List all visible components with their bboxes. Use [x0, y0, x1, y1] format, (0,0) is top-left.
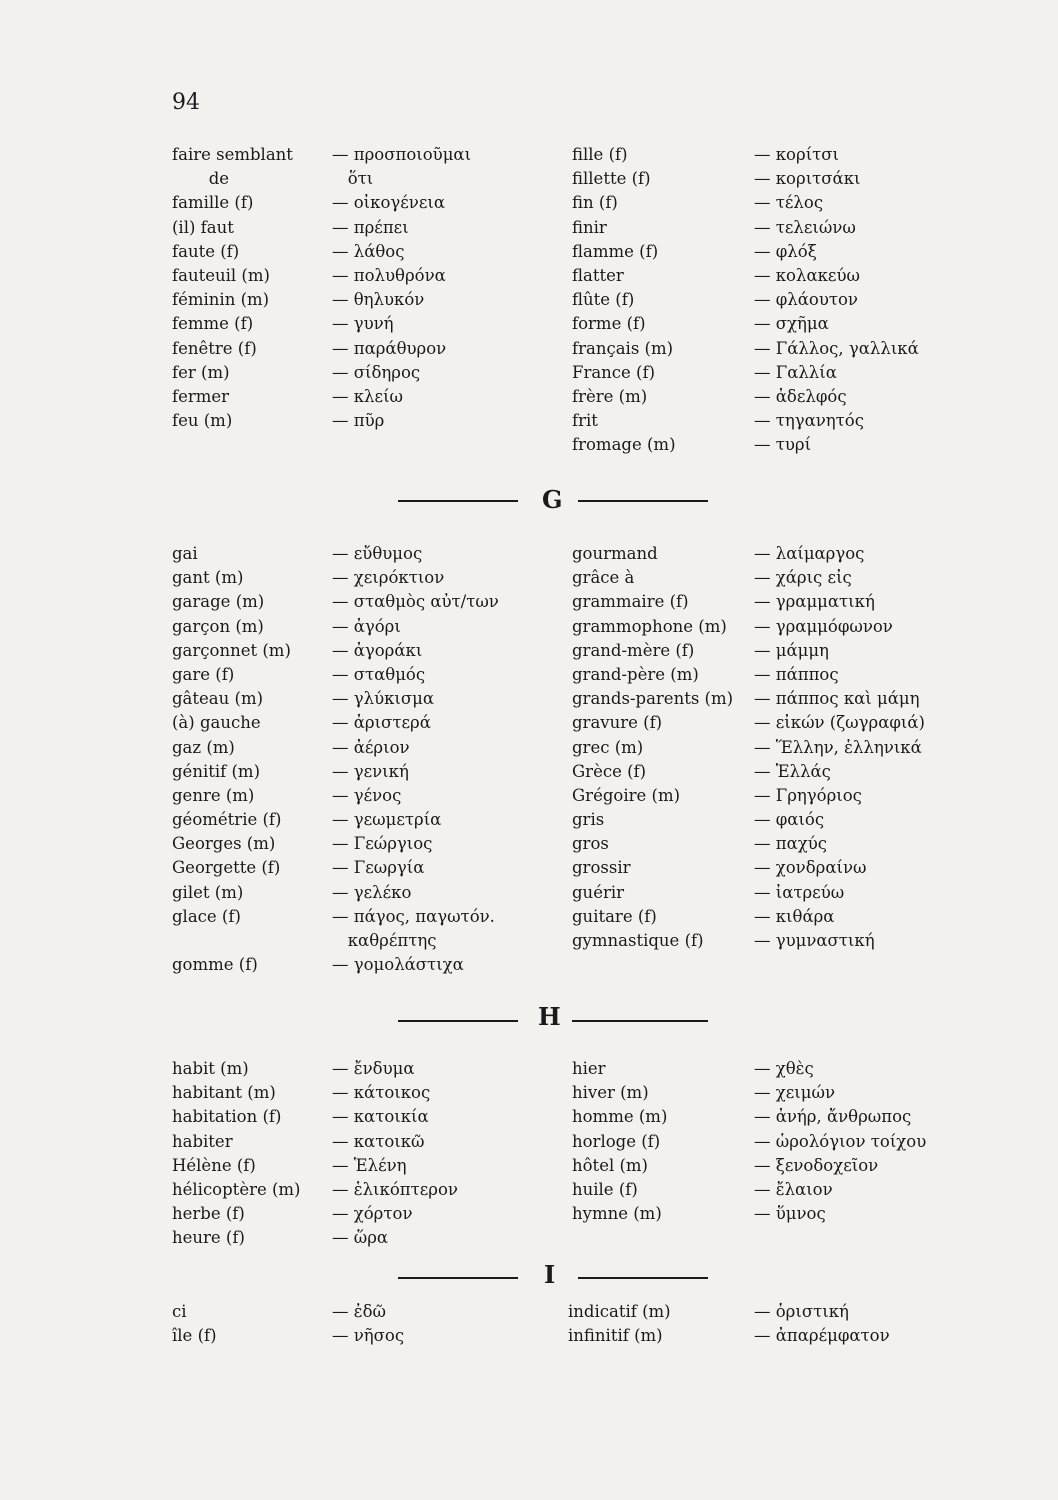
greek-translation: — ἀνήρ, ἄνθρωπος: [754, 1107, 912, 1127]
french-term: garçonnet (m): [172, 640, 291, 660]
greek-translation: — Ἑλένη: [332, 1155, 407, 1175]
greek-translation: — ἀέριον: [332, 737, 410, 757]
french-term: de: [172, 169, 230, 189]
greek-translation: — ἐδῶ: [332, 1302, 386, 1321]
dictionary-entry: [172, 361, 532, 385]
french-term: homme (m): [572, 1107, 668, 1127]
section-f-left-column: [172, 143, 532, 433]
french-term: fillette (f): [572, 169, 651, 189]
dictionary-entry: [172, 143, 532, 167]
greek-translation: — λαίμαργος: [754, 544, 865, 563]
dictionary-entry: [572, 566, 972, 590]
dictionary-entry: [572, 1178, 972, 1202]
french-term: fermer: [172, 386, 230, 406]
dictionary-entry: [572, 736, 972, 760]
greek-translation: — χειρόκτιον: [332, 568, 445, 588]
greek-translation: — ἀδελφός: [754, 386, 847, 406]
french-term: grammophone (m): [572, 616, 727, 636]
french-term: hélicoptère (m): [172, 1179, 301, 1199]
dictionary-entry: [572, 760, 972, 784]
greek-translation: — πάππος καὶ μάμη: [754, 689, 920, 709]
dictionary-entry: [572, 856, 972, 880]
french-term: fin (f): [572, 193, 618, 213]
greek-translation: — θηλυκόν: [332, 290, 425, 310]
french-term: hier: [572, 1059, 606, 1078]
greek-translation: — ἀγόρι: [332, 616, 401, 636]
french-term: gourmand: [572, 544, 658, 563]
section-f-right-column: [572, 143, 972, 457]
french-term: indicatif (m): [568, 1302, 671, 1321]
french-term: grâce à: [572, 568, 635, 588]
french-term: gaz (m): [172, 737, 235, 757]
french-term: horloge (f): [572, 1131, 661, 1151]
greek-translation: — φαιός: [754, 810, 825, 830]
greek-translation: — γενική: [332, 761, 409, 781]
french-term: guitare (f): [572, 906, 657, 926]
section-g-right-column: [572, 542, 972, 953]
dictionary-entry: [572, 385, 972, 409]
dictionary-entry: [572, 1130, 972, 1154]
greek-translation: — τυρί: [754, 435, 812, 455]
greek-translation: — τέλος: [754, 193, 824, 213]
dictionary-entry: [172, 856, 532, 880]
french-term: fille (f): [572, 145, 628, 164]
dictionary-entry: [572, 409, 972, 433]
greek-translation: — φλάουτον: [754, 290, 858, 310]
greek-translation: — παχύς: [754, 834, 828, 854]
french-term: grands-parents (m): [572, 689, 734, 709]
greek-translation: — χονδραίνω: [754, 858, 867, 878]
greek-translation: — κάτοικος: [332, 1083, 431, 1103]
greek-translation: — πῦρ: [332, 411, 385, 431]
french-term: (il) faut: [172, 217, 234, 237]
french-term: gant (m): [172, 568, 244, 588]
dictionary-entry: [172, 905, 532, 929]
greek-translation: — Ἕλλην, ἑλληνικά: [754, 737, 922, 757]
french-term: gâteau (m): [172, 689, 264, 709]
french-term: famille (f): [172, 193, 254, 213]
greek-translation: — ὁριστική: [754, 1302, 849, 1321]
french-term: (à) gauche: [172, 713, 261, 733]
dictionary-entry: [172, 881, 532, 905]
french-term: garage (m): [172, 592, 265, 612]
greek-translation: — πάππος: [754, 664, 839, 684]
greek-translation: — κορίτσι: [754, 145, 840, 164]
greek-translation: — ἰατρεύω: [754, 882, 845, 902]
dictionary-entry: [572, 337, 972, 361]
dictionary-entry: [172, 615, 532, 639]
dictionary-entry: [572, 711, 972, 735]
dictionary-entry: [572, 288, 972, 312]
french-term: hymne (m): [572, 1204, 662, 1224]
section-g-left-column: [172, 542, 532, 977]
greek-translation: — σχῆμα: [754, 314, 829, 334]
french-term: Grèce (f): [572, 761, 647, 781]
dictionary-entry: [172, 1202, 532, 1226]
french-term: habiter: [172, 1131, 233, 1151]
greek-translation: — χόρτον: [332, 1204, 413, 1224]
page-number: 94: [172, 90, 200, 115]
french-term: feu (m): [172, 411, 233, 431]
greek-translation: — γραμματική: [754, 592, 875, 612]
dictionary-entry: [172, 784, 532, 808]
section-g-rule-right: [578, 500, 708, 502]
greek-translation: — πρέπει: [332, 217, 409, 237]
french-term: herbe (f): [172, 1204, 245, 1224]
french-term: flûte (f): [572, 290, 635, 310]
greek-translation: — γεωμετρία: [332, 810, 442, 830]
french-term: genre (m): [172, 785, 255, 805]
dictionary-entry: [572, 808, 972, 832]
french-term: ci: [172, 1302, 187, 1321]
french-term: grossir: [572, 858, 631, 878]
dictionary-entry: [572, 240, 972, 264]
greek-translation: — σταθμός: [332, 664, 426, 684]
dictionary-entry: [172, 337, 532, 361]
french-term: grec (m): [572, 737, 644, 757]
greek-translation: — εἰκών (ζωγραφιά): [754, 713, 925, 733]
section-h-rule-right: [572, 1020, 708, 1022]
greek-translation: — κολακεύω: [754, 265, 860, 285]
french-term: flamme (f): [572, 241, 659, 261]
greek-translation: — οἰκογένεια: [332, 193, 445, 213]
dictionary-entry: [572, 1057, 972, 1081]
greek-translation: — σίδηρος: [332, 362, 421, 382]
section-h-letter: H: [538, 1002, 561, 1031]
dictionary-entry: [572, 590, 972, 614]
section-i-letter: I: [544, 1260, 556, 1289]
greek-translation: — χειμών: [754, 1083, 835, 1103]
french-term: gris: [572, 810, 605, 830]
greek-translation: — προσποιοῦμαι: [332, 145, 472, 164]
dictionary-entry: [172, 1178, 532, 1202]
greek-translation: — κιθάρα: [754, 906, 835, 926]
greek-translation: καθρέπτης: [332, 931, 437, 950]
greek-translation: — γελέκο: [332, 882, 412, 902]
french-term: fer (m): [172, 362, 230, 382]
french-term: grammaire (f): [572, 592, 689, 612]
french-term: gomme (f): [172, 955, 258, 975]
french-term: hiver (m): [572, 1083, 649, 1103]
section-h-right-column: [572, 1057, 972, 1226]
french-term: gai: [172, 544, 198, 563]
dictionary-entry: [172, 808, 532, 832]
greek-translation: — ξενοδοχεῖον: [754, 1155, 879, 1175]
dictionary-entry: [172, 590, 532, 614]
french-term: gravure (f): [572, 713, 663, 733]
dictionary-entry: [572, 264, 972, 288]
dictionary-entry: [172, 1154, 532, 1178]
dictionary-entry: [172, 240, 532, 264]
section-i-rule-right: [578, 1277, 708, 1279]
greek-translation: — πολυθρόνα: [332, 265, 446, 285]
section-i-left-column: [172, 1300, 532, 1348]
dictionary-entry: [572, 1154, 972, 1178]
greek-translation: — γραμμόφωνον: [754, 616, 893, 636]
greek-translation: — Γάλλος, γαλλικά: [754, 338, 919, 358]
french-term: île (f): [172, 1326, 217, 1346]
dictionary-entry: [172, 736, 532, 760]
greek-translation: — ἔλαιον: [754, 1179, 833, 1199]
greek-translation: — Γεώργιος: [332, 834, 433, 854]
dictionary-entry: [572, 615, 972, 639]
section-h-rule-left: [398, 1020, 518, 1022]
french-term: gymnastique (f): [572, 931, 704, 950]
french-term: finir: [572, 217, 607, 237]
french-term: habitant (m): [172, 1083, 276, 1103]
dictionary-entry: [172, 929, 532, 953]
dictionary-entry: [572, 929, 972, 953]
greek-translation: — Γεωργία: [332, 858, 425, 878]
dictionary-entry: [172, 264, 532, 288]
dictionary-entry: [172, 216, 532, 240]
french-term: faute (f): [172, 241, 240, 261]
french-term: fauteuil (m): [172, 265, 270, 285]
dictionary-entry: [572, 881, 972, 905]
greek-translation: — κατοικία: [332, 1107, 429, 1127]
greek-translation: — ὡρολόγιον τοίχου: [754, 1131, 927, 1151]
french-term: flatter: [572, 265, 624, 285]
french-term: Hélène (f): [172, 1155, 256, 1175]
greek-translation: — κατοικῶ: [332, 1131, 425, 1151]
greek-translation: — παράθυρον: [332, 338, 447, 358]
dictionary-entry: [172, 663, 532, 687]
french-term: Georgette (f): [172, 858, 281, 878]
greek-translation: — χθὲς: [754, 1059, 814, 1078]
section-i-rule-left: [398, 1277, 518, 1279]
greek-translation: — ὕμνος: [754, 1204, 826, 1224]
greek-translation: — ἀριστερά: [332, 713, 431, 733]
greek-translation: — ἀγοράκι: [332, 640, 423, 660]
dictionary-entry: [172, 760, 532, 784]
french-term: habit (m): [172, 1059, 249, 1078]
greek-translation: — γομολάστιχα: [332, 955, 464, 975]
greek-translation: — ἀπαρέμφατον: [754, 1326, 890, 1346]
greek-translation: — εὔθυμος: [332, 544, 423, 563]
dictionary-entry: [172, 167, 532, 191]
dictionary-entry: [572, 167, 972, 191]
dictionary-entry: [172, 191, 532, 215]
dictionary-entry: [172, 687, 532, 711]
greek-translation: — γυμναστική: [754, 931, 875, 950]
dictionary-entry: [572, 191, 972, 215]
dictionary-entry: [172, 312, 532, 336]
dictionary-entry: [172, 711, 532, 735]
french-term: huile (f): [572, 1179, 638, 1199]
french-term: gilet (m): [172, 882, 244, 902]
french-term: féminin (m): [172, 290, 270, 310]
dictionary-entry: [172, 1324, 532, 1348]
greek-translation: — χάρις εἰς: [754, 568, 852, 588]
greek-translation: — μάμμη: [754, 640, 829, 660]
french-term: garçon (m): [172, 616, 264, 636]
greek-translation: — γυνή: [332, 314, 394, 334]
greek-translation: — κλείω: [332, 386, 403, 406]
dictionary-entry: [172, 1081, 532, 1105]
dictionary-entry: [572, 143, 972, 167]
dictionary-entry: [572, 687, 972, 711]
section-g-letter: G: [542, 485, 563, 514]
dictionary-entry: [568, 1324, 968, 1348]
greek-translation: — λάθος: [332, 241, 405, 261]
greek-translation: — φλόξ: [754, 241, 817, 261]
dictionary-entry: [572, 784, 972, 808]
french-term: habitation (f): [172, 1107, 282, 1127]
greek-translation: — τελειώνω: [754, 217, 856, 237]
greek-translation: ὅτι: [332, 169, 374, 189]
dictionary-entry: [172, 566, 532, 590]
french-term: frit: [572, 411, 598, 431]
dictionary-entry: [572, 832, 972, 856]
dictionary-entry: [172, 288, 532, 312]
greek-translation: — Γαλλία: [754, 362, 837, 382]
french-term: grand-mère (f): [572, 640, 695, 660]
dictionary-entry: [172, 639, 532, 663]
french-term: infinitif (m): [568, 1326, 663, 1346]
greek-translation: — νῆσος: [332, 1326, 405, 1346]
dictionary-entry: [572, 639, 972, 663]
dictionary-entry: [172, 1057, 532, 1081]
greek-translation: — Γρηγόριος: [754, 785, 862, 805]
greek-translation: — ἔνδυμα: [332, 1059, 415, 1078]
dictionary-entry: [172, 953, 532, 977]
french-term: grand-père (m): [572, 664, 699, 684]
dictionary-entry: [572, 1081, 972, 1105]
french-term: faire semblant: [172, 145, 293, 164]
dictionary-entry: [572, 216, 972, 240]
french-term: femme (f): [172, 314, 254, 334]
french-term: géométrie (f): [172, 810, 282, 830]
dictionary-entry: [572, 433, 972, 457]
greek-translation: — κοριτσάκι: [754, 169, 861, 189]
dictionary-entry: [572, 361, 972, 385]
section-h-left-column: [172, 1057, 532, 1251]
french-term: gros: [572, 834, 609, 854]
dictionary-entry: [572, 312, 972, 336]
french-term: forme (f): [572, 314, 646, 334]
dictionary-entry: [572, 663, 972, 687]
dictionary-entry: [172, 832, 532, 856]
dictionary-entry: [172, 1226, 532, 1250]
french-term: frère (m): [572, 386, 648, 406]
dictionary-entry: [172, 1130, 532, 1154]
greek-translation: — Ἑλλάς: [754, 761, 831, 781]
french-term: guérir: [572, 882, 625, 902]
greek-translation: — γλύκισμα: [332, 689, 435, 709]
greek-translation: — τηγανητός: [754, 411, 864, 431]
dictionary-entry: [572, 542, 972, 566]
dictionary-entry: [568, 1300, 968, 1324]
dictionary-entry: [572, 1202, 972, 1226]
dictionary-entry: [172, 1105, 532, 1129]
french-term: fenêtre (f): [172, 338, 257, 358]
french-term: français (m): [572, 338, 674, 358]
greek-translation: — ὥρα: [332, 1228, 389, 1248]
greek-translation: — γένος: [332, 785, 402, 805]
french-term: Grégoire (m): [572, 785, 681, 805]
greek-translation: — σταθμὸς αὐτ/των: [332, 592, 499, 612]
dictionary-entry: [172, 385, 532, 409]
french-term: heure (f): [172, 1228, 245, 1248]
french-term: hôtel (m): [572, 1155, 648, 1175]
french-term: génitif (m): [172, 761, 261, 781]
french-term: fromage (m): [572, 435, 676, 455]
french-term: France (f): [572, 362, 656, 382]
dictionary-entry: [172, 1300, 532, 1324]
section-i-right-column: [568, 1300, 968, 1348]
french-term: Georges (m): [172, 834, 276, 854]
french-term: glace (f): [172, 906, 241, 926]
greek-translation: — πάγος, παγωτόν.: [332, 906, 495, 926]
dictionary-entry: [572, 905, 972, 929]
greek-translation: — ἑλικόπτερον: [332, 1179, 458, 1199]
section-g-rule-left: [398, 500, 518, 502]
french-term: gare (f): [172, 664, 235, 684]
dictionary-entry: [172, 542, 532, 566]
dictionary-entry: [572, 1105, 972, 1129]
dictionary-entry: [172, 409, 532, 433]
